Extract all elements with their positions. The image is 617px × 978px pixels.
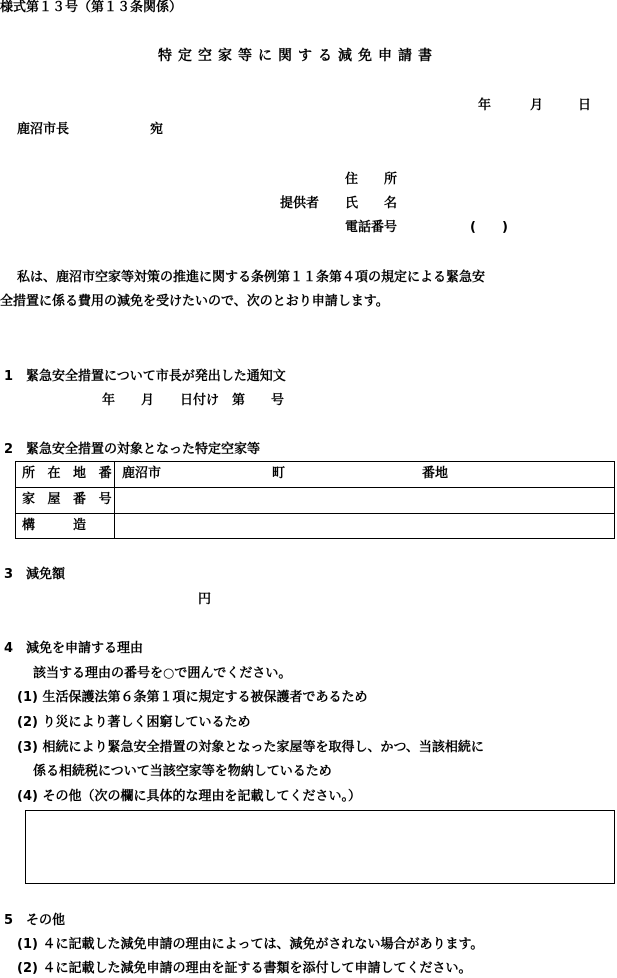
section1-date-line: 年 月 日付け 第 号: [102, 393, 285, 408]
reason-3-continued: 係る相続税について当該空家等を物納しているため: [33, 764, 332, 779]
reason-2: (2) り災により著しく困窮しているため: [17, 715, 251, 730]
applicant-phone-parens: ( ): [470, 220, 508, 235]
reason-4: (4) その他（次の欄に具体的な理由を記載してください。）: [17, 789, 361, 804]
section4-heading: 4 減免を申請する理由: [4, 641, 144, 656]
intro-line-2: 全措置に係る費用の減免を受けたいので、次のとおり申請します。: [0, 294, 389, 309]
table-label-location: 所 在 地 番: [22, 466, 116, 481]
reduction-amount-unit: 円: [198, 592, 212, 607]
reason-3: (3) 相続により緊急安全措置の対象となった家屋等を取得し、かつ、当該相続に: [17, 740, 484, 755]
document-title: 特定空家等に関する減免申請書: [158, 48, 438, 64]
reason-1: (1) 生活保護法第６条第１項に規定する被保護者であるため: [17, 690, 368, 705]
section4-instruction: 該当する理由の番号を○で囲んでください。: [33, 666, 292, 681]
addressee-name: 鹿沼市長: [17, 122, 70, 137]
table-value-lot: 番地: [422, 466, 449, 481]
intro-line-1: 私は、鹿沼市空家等対策の推進に関する条例第１１条第４項の規定による緊急安: [17, 270, 486, 285]
section3-heading: 3 減免額: [4, 567, 66, 582]
date-day-label: 日: [578, 98, 592, 113]
section2-heading: 2 緊急安全措置の対象となった特定空家等: [4, 442, 261, 457]
note-1: (1) ４に記載した減免申請の理由によっては、減免がされない場合があります。: [17, 937, 484, 952]
date-year-label: 年: [478, 98, 492, 113]
form-number: 様式第１３号（第１３条関係）: [0, 0, 183, 15]
applicant-phone-label: 電話番号: [345, 220, 398, 235]
section5-heading: 5 その他: [4, 913, 66, 928]
other-reason-box[interactable]: [25, 810, 615, 884]
applicant-name-label: 氏 名: [345, 196, 398, 211]
date-month-label: 月: [530, 98, 544, 113]
applicant-role-label: 提供者: [280, 196, 320, 211]
table-value-town: 町: [272, 466, 286, 481]
applicant-address-label: 住 所: [345, 172, 398, 187]
addressee-suffix: 宛: [150, 122, 164, 137]
table-label-house-number: 家 屋 番 号: [22, 492, 116, 507]
table-label-structure: 構 造: [22, 518, 91, 533]
section1-heading: 1 緊急安全措置について市長が発出した通知文: [4, 369, 286, 384]
table-value-city: 鹿沼市: [122, 466, 162, 481]
note-2: (2) ４に記載した減免申請の理由を証する書類を添付して申請してください。: [17, 961, 472, 976]
